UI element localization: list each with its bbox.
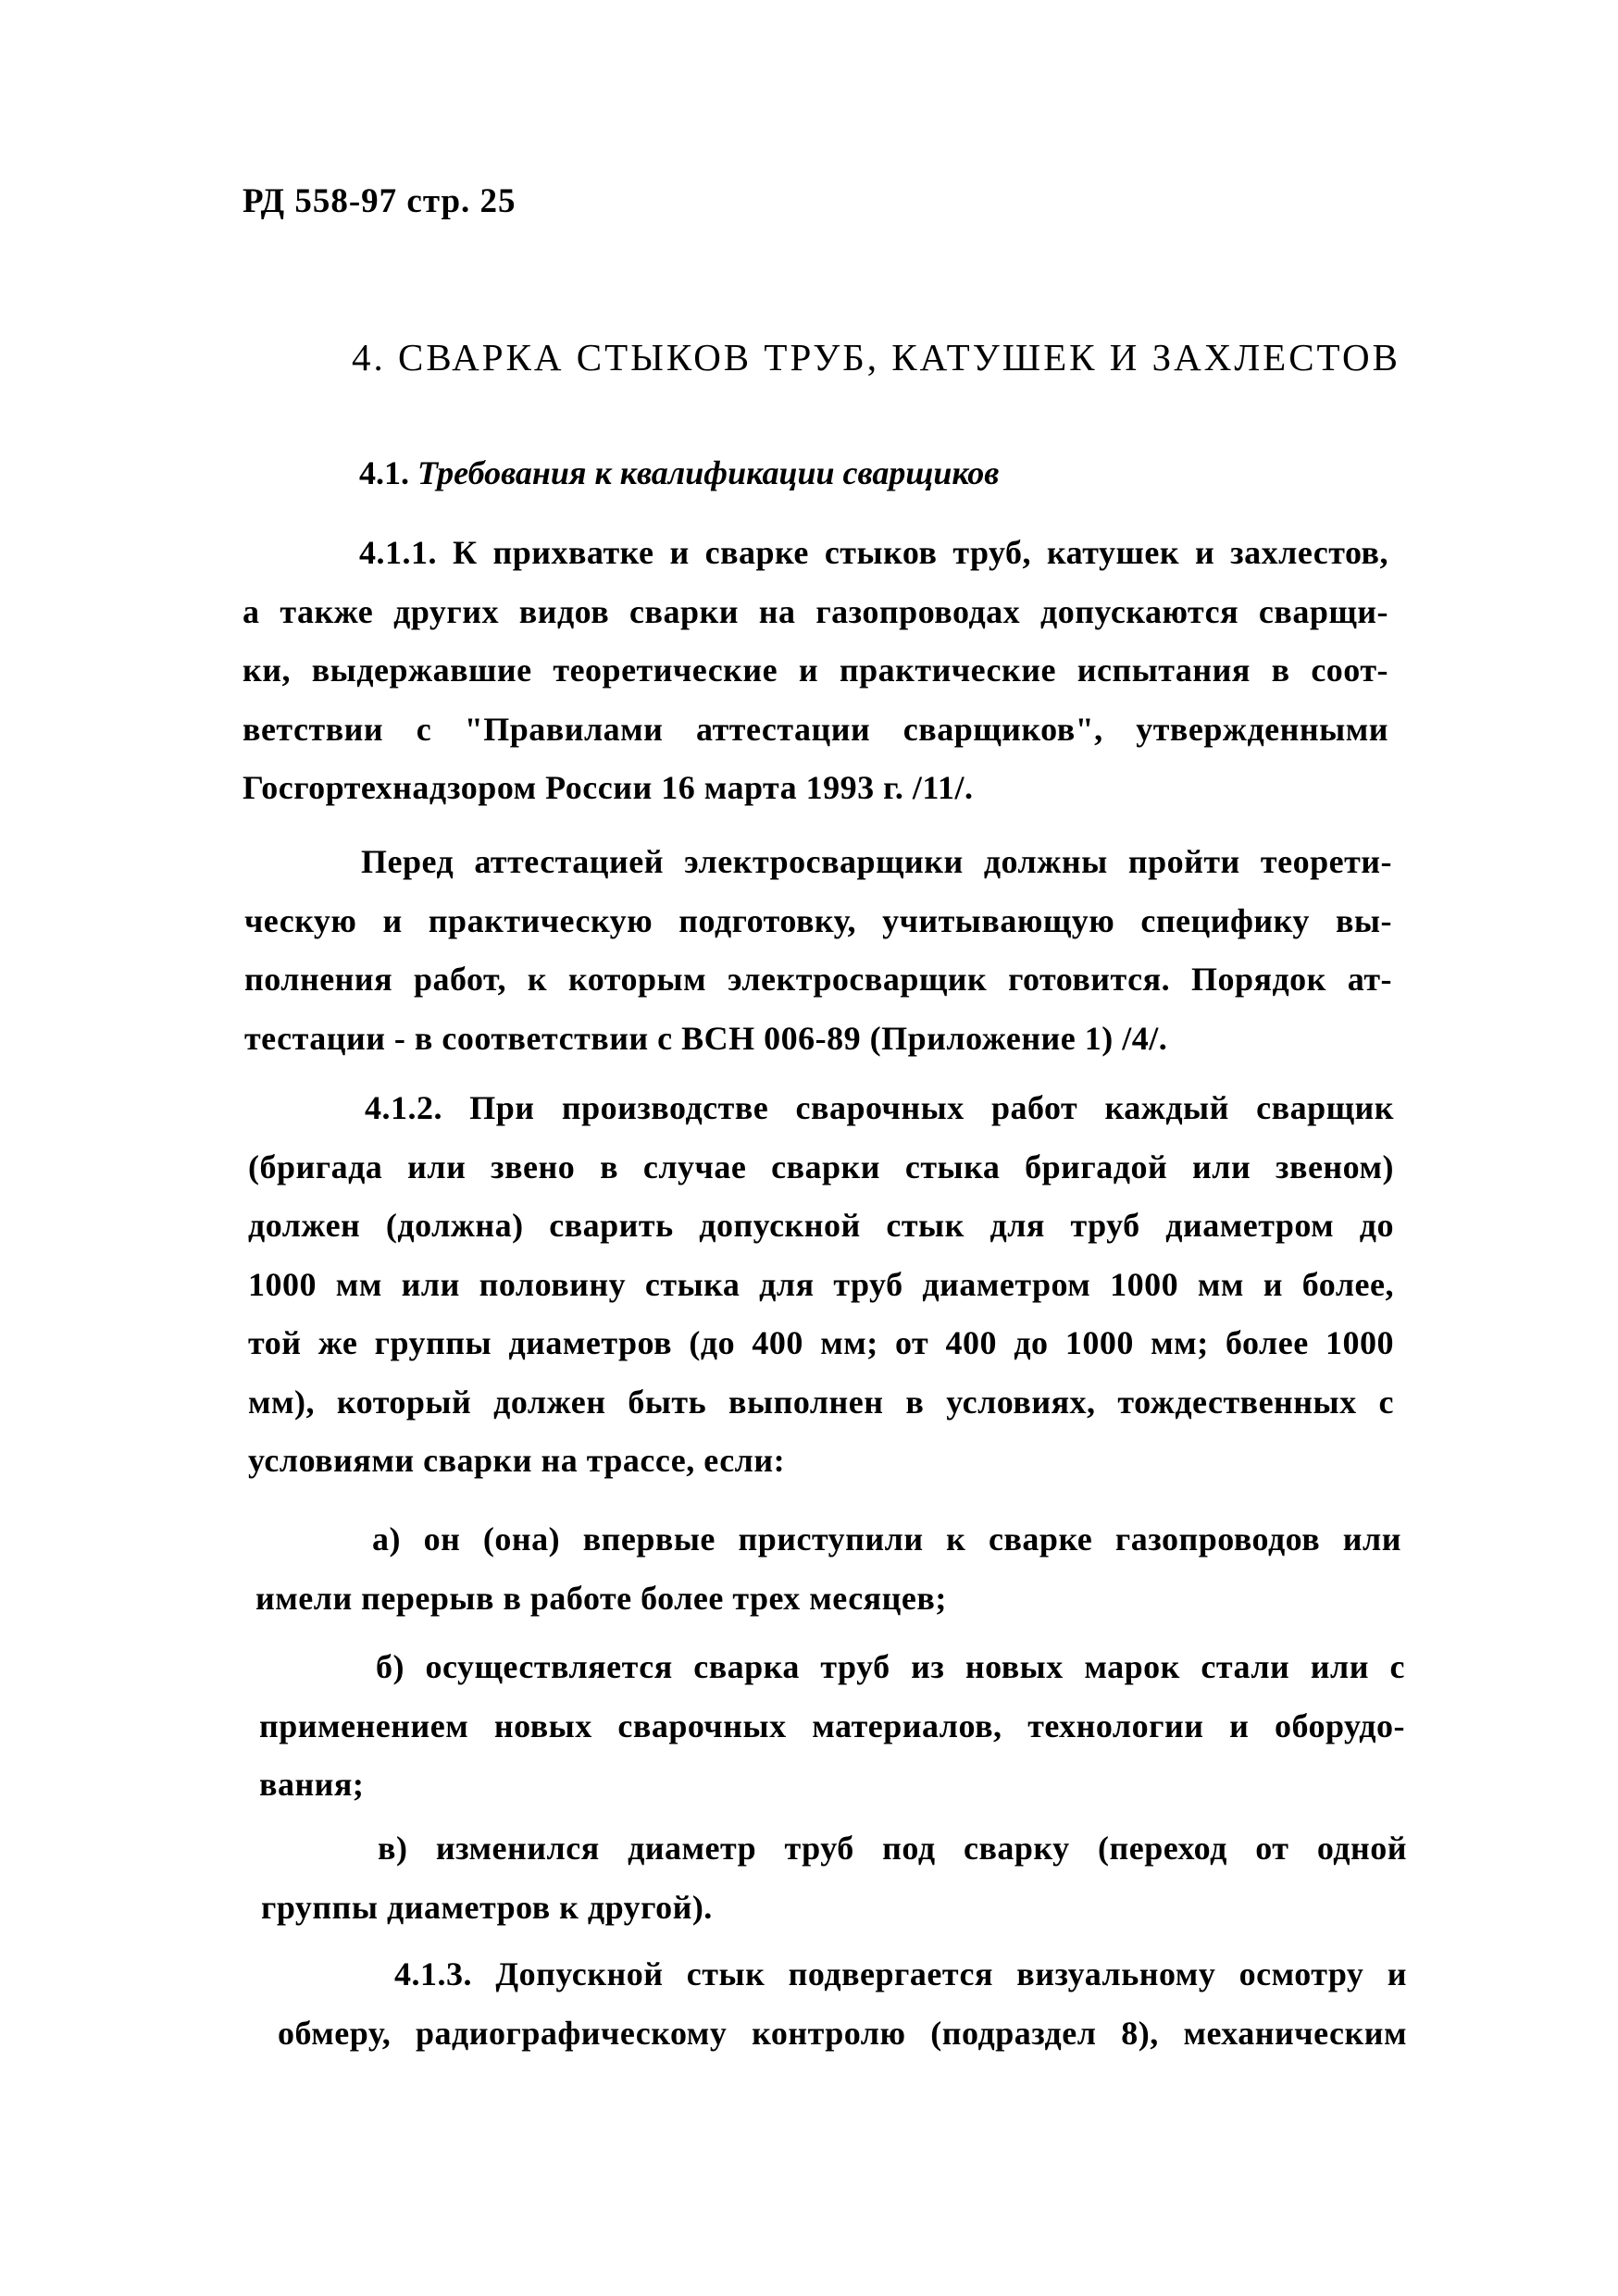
text-line: а также других видов сварки на газопроводах допускаются сварщи- [243,592,1388,630]
text-line: 4.1.1. К прихватке и сварке стыков труб, катушек и захлестов, [359,534,1388,571]
text-line: 1000 мм или половину стыка для труб диаметром 1000 мм и более, [248,1265,1394,1303]
text-line: Перед аттестацией электросварщики должны пройти теорети- [361,843,1392,880]
text-line: 4.1.3. Допускной стык подвергается визуальному осмотру и [394,1955,1407,1992]
subsection-title [359,453,999,492]
text-line: ки, выдержавшие теоретические и практические испытания в соот- [243,652,1388,689]
text-line: тестации - в соответствии с ВСН 006-89 (Приложение 1) /4/. [244,1019,1168,1057]
subsection-title-text: Требования к квалификации сварщиков [417,454,1000,491]
text-line: а) он (она) впервые приступили к сварке газопроводов или [372,1520,1401,1558]
text-line: мм), который должен быть выполнен в условиях, тождественных с [248,1383,1394,1421]
list-item-v [261,1819,1407,1937]
paragraph-4-1-1 [243,524,1388,818]
text-line: имели перерыв в работе более трех месяцев; [255,1579,947,1617]
paragraph-attestation [244,833,1392,1068]
paragraph-4-1-2 [248,1079,1394,1491]
section-title: 4. СВАРКА СТЫКОВ ТРУБ, КАТУШЕК И ЗАХЛЕСТОВ [352,336,1401,379]
text-line: б) осуществляется сварка труб из новых марок стали или с [376,1648,1405,1685]
text-line: группы диаметров к другой). [261,1888,713,1926]
text-line: (бригада или звено в случае сварки стыка бригадой или звеном) [248,1148,1394,1185]
text-line: Госгортехнадзором России 16 марта 1993 г. /11/. [243,769,974,806]
text-line: ветствии с "Правилами аттестации сварщиков", утвержденными [243,710,1388,748]
text-line: в) изменился диаметр труб под сварку (переход от одной [378,1830,1407,1867]
text-line: обмеру, радиографическому контролю (подраздел 8), механическим [278,2014,1407,2052]
text-line: ческую и практическую подготовку, учитывающую специфику вы- [244,901,1392,939]
text-line: вания; [259,1766,365,1803]
text-line: 4.1.2. При производстве сварочных работ каждый сварщик [365,1089,1394,1126]
text-line: применением новых сварочных материалов, технологии и оборудо- [259,1706,1405,1744]
text-line: полнения работ, к которым электросварщик готовится. Порядок ат- [244,961,1392,998]
list-item-b [259,1638,1405,1815]
paragraph-4-1-3 [278,1945,1407,2063]
text-line: той же группы диаметров (до 400 мм; от 400 до 1000 мм; более 1000 [248,1324,1394,1361]
list-item-a [255,1510,1401,1628]
running-header: РД 558-97 стр. 25 [243,182,517,220]
text-line: должен (должна) сварить допускной стык для труб диаметром до [248,1207,1394,1244]
text-line: условиями сварки на трассе, если: [248,1442,786,1479]
subsection-number: 4.1. [359,454,409,491]
